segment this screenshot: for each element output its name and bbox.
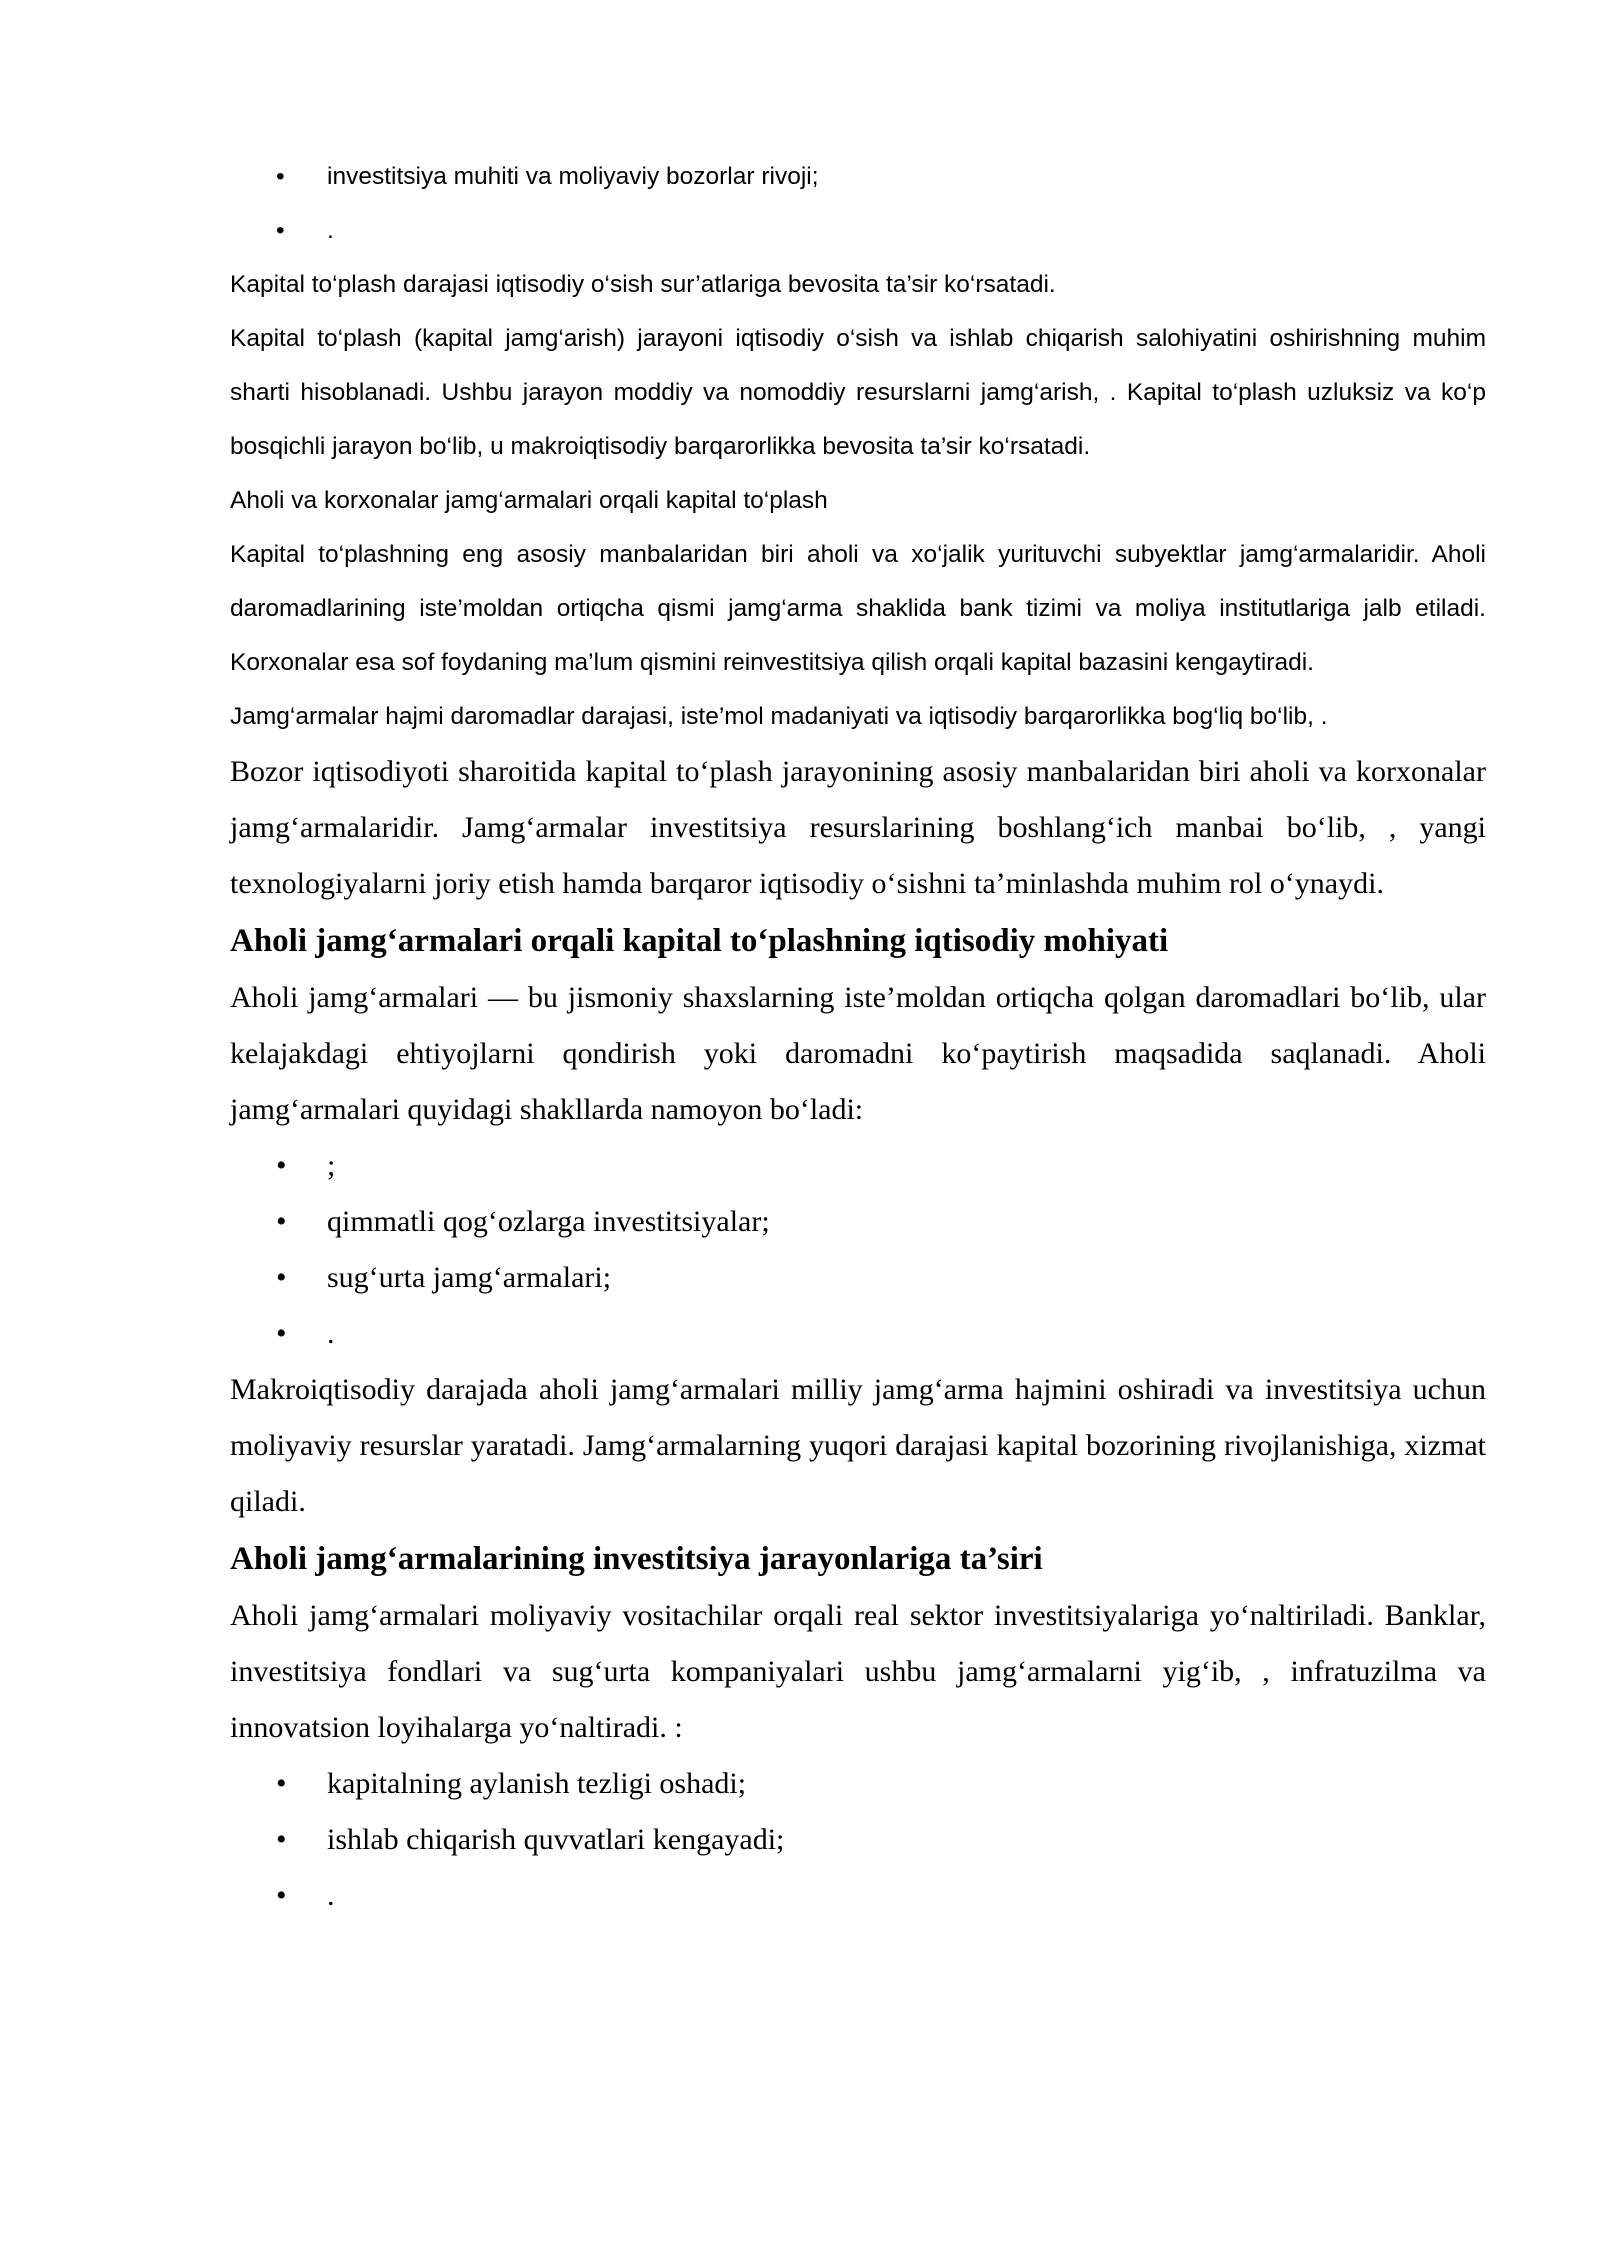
list-item <box>230 1306 1486 1362</box>
bullet-icon: • <box>276 1823 287 1856</box>
list-item-text: ishlab chiqarish quvvatlari kengayadi; <box>327 1823 785 1856</box>
bullet-icon: • <box>276 1149 287 1182</box>
bullet-icon: • <box>276 1879 287 1912</box>
paragraph: Bozor iqtisodiyoti sharoitida kapital to‘plash jarayonining asosiy manbalaridan biri aholi va korxonalar jamg‘armalaridir. Jamg‘armalar investitsiya resurslarining boshlang‘ich manbai bo‘lib, , yangi texnologiyalarni joriy etish hamda barqaror iqtisodiy o‘sishni ta’minlashda muhim rol o‘ynaydi. <box>230 755 1486 900</box>
paragraph: Aholi jamg‘armalari — bu jismoniy shaxslarning iste’moldan ortiqcha qolgan daromadlari bo‘lib, ular kelajakdagi ehtiyojlarni qondirish yoki daromadni ko‘paytirish maqsadida saqlanadi. Aholi jamg‘armalari quyidagi shakllarda namoyon bo‘ladi: <box>230 981 1486 1126</box>
list-item-text: kapitalning aylanish tezligi oshadi; <box>327 1767 747 1800</box>
list-item-text: investitsiya muhiti va moliyaviy bozorlar rivoji; <box>327 163 819 190</box>
section-heading: Aholi jamg‘armalari orqali kapital to‘plashning iqtisodiy mohiyati <box>230 923 1169 959</box>
paragraph: Aholi jamg‘armalari moliyaviy vositachilar orqali real sektor investitsiyalariga yo‘naltiriladi. Banklar, investitsiya fondlari va sug‘urta kompaniyalari ushbu jamg‘armalarni yig‘ib, , infratuzilma va innovatsion loyihalarga yo‘naltiradi. : <box>230 1599 1486 1744</box>
bullet-icon: • <box>276 163 285 190</box>
subheading: Aholi va korxonalar jamg‘armalari orqali kapital to‘plash <box>230 487 828 514</box>
bullet-icon: • <box>276 1205 287 1238</box>
list-item-text: ; <box>327 1149 336 1182</box>
list-item-text: . <box>327 1879 335 1912</box>
list-item <box>230 1756 1486 1812</box>
serif-section <box>230 744 1486 1924</box>
list-item-text: . <box>327 217 334 244</box>
sans-section <box>230 150 1486 744</box>
intro-bullet-list <box>230 150 1486 258</box>
paragraph: Kapital to‘plashning eng asosiy manbalaridan biri aholi va xo‘jalik yurituvchi subyektlar jamg‘armalaridir. Aholi daromadlarining iste’moldan ortiqcha qismi jamg‘arma shaklida bank tizimi va moliya institutlariga jalb etiladi. Korxonalar esa sof foydaning ma’lum qismini reinvestitsiya qilish orqali kapital bazasini kengaytiradi. <box>230 541 1486 676</box>
list-item <box>230 150 1486 204</box>
bullet-icon: • <box>276 1767 287 1800</box>
list-item-text: . <box>327 1317 335 1350</box>
paragraph: Makroiqtisodiy darajada aholi jamg‘armalari milliy jamg‘arma hajmini oshiradi va investitsiya uchun moliyaviy resurslar yaratadi. Jamg‘armalarning yuqori darajasi kapital bozorining rivojlanishiga, xizmat qiladi. <box>230 1373 1486 1518</box>
list-item <box>230 1250 1486 1306</box>
savings-forms-list <box>230 1138 1486 1362</box>
investment-effects-list <box>230 1756 1486 1924</box>
bullet-icon: • <box>276 217 285 244</box>
list-item <box>230 1868 1486 1924</box>
section-heading: Aholi jamg‘armalarining investitsiya jarayonlariga ta’siri <box>230 1541 1043 1577</box>
paragraph: Kapital to‘plash darajasi iqtisodiy o‘sish sur’atlariga bevosita ta’sir ko‘rsatadi. <box>230 271 1056 298</box>
paragraph: Jamg‘armalar hajmi daromadlar darajasi, iste’mol madaniyati va iqtisodiy barqarorlikka bog‘liq bo‘lib, . <box>230 703 1328 730</box>
list-item-text: qimmatli qog‘ozlarga investitsiyalar; <box>327 1205 770 1238</box>
document-body <box>230 150 1486 1924</box>
bullet-icon: • <box>276 1317 287 1350</box>
list-item <box>230 1138 1486 1194</box>
list-item-text: sug‘urta jamg‘armalari; <box>327 1261 612 1294</box>
list-item <box>230 1812 1486 1868</box>
paragraph: Kapital to‘plash (kapital jamg‘arish) jarayoni iqtisodiy o‘sish va ishlab chiqarish salohiyatini oshirishning muhim sharti hisoblanadi. Ushbu jarayon moddiy va nomoddiy resurslarni jamg‘arish, . Kapital to‘plash uzluksiz va ko‘p bosqichli jarayon bo‘lib, u makroiqtisodiy barqarorlikka bevosita ta’sir ko‘rsatadi. <box>230 325 1486 460</box>
bullet-icon: • <box>276 1261 287 1294</box>
list-item <box>230 1194 1486 1250</box>
list-item <box>230 204 1486 258</box>
